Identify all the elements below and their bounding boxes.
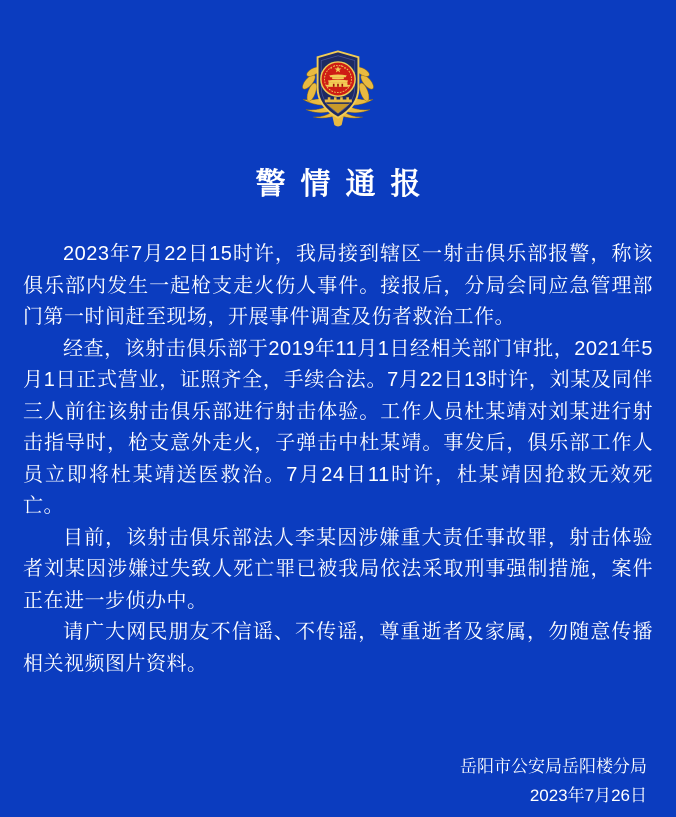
notice-body (0, 239, 676, 680)
signature-date: 2023年7月26日 (529, 786, 647, 805)
signature-block (0, 752, 676, 810)
police-emblem-icon (292, 47, 384, 133)
notice-paragraph-2: 经查，该射击俱乐部于2019年11月1日经相关部门审批，2021年5月1日正式营业，证照齐全，手续合法。7月22日13时许，刘某及同伴三人前往该射击俱乐部进行射击体验。工作人员杜某靖对刘某进行射击指导时，枪支意外走火，子弹击中杜某靖。事发后，俱乐部工作人员立即将杜某靖送医救治。7月24日11时许，杜某靖因抢救无效死亡。 (23, 337, 653, 517)
police-emblem (292, 47, 384, 133)
signature-issuer: 岳阳市公安局岳阳楼分局 (460, 757, 647, 776)
notice-paragraph-3: 目前，该射击俱乐部法人李某因涉嫌重大责任事故罪，射击体验者刘某因涉嫌过失致人死亡罪已被我局依法采取刑事强制措施，案件正在进一步侦办中。 (23, 526, 653, 612)
notice-paragraph-1: 2023年7月22日15时许，我局接到辖区一射击俱乐部报警，称该俱乐部内发生一起枪支走火伤人事件。接报后，分局会同应急管理部门第一时间赶至现场，开展事件调查及伤者救治工作。 (23, 243, 653, 328)
notice-paragraph-4: 请广大网民朋友不信谣、不传谣，尊重逝者及家属，勿随意传播相关视频图片资料。 (23, 621, 653, 675)
notice-title: 警情通报 (255, 168, 436, 201)
